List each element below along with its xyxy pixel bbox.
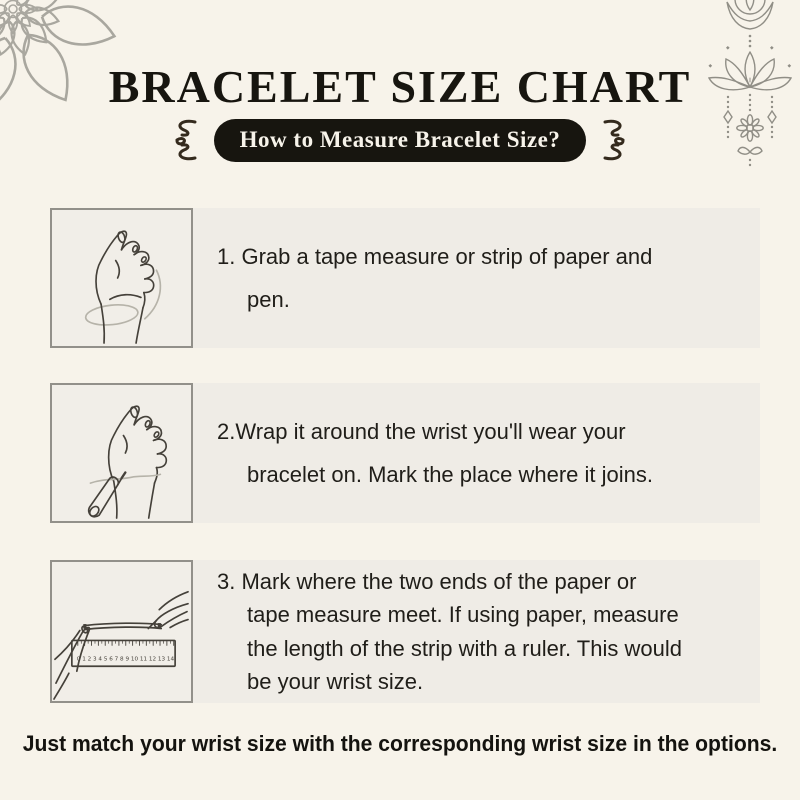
step-line: 3. Mark where the two ends of the paper or (217, 568, 637, 594)
step-2-image-box (50, 383, 193, 523)
curly-flourish-right-icon (602, 118, 632, 162)
step-line: bracelet on. Mark the place where it joins. (247, 462, 653, 487)
step-1-image-box (50, 208, 193, 348)
step-line: be your wrist size. (247, 669, 424, 694)
step-2-text (217, 410, 754, 496)
step-line: 1. Grab a tape measure or strip of paper and (217, 244, 653, 269)
footer-note: Just match your wrist size with the corresponding wrist size in the options. (22, 731, 778, 756)
ruler-numbers: 0 1 2 3 4 5 6 7 8 9 10 11 12 13 14 (76, 656, 175, 663)
subtitle-row (0, 116, 800, 164)
step-3-image-box (50, 560, 193, 703)
pen-marking-wrist-illustration (52, 385, 191, 521)
step-3-row (50, 560, 760, 703)
step-line: 2.Wrap it around the wrist you'll wear your (217, 419, 626, 444)
step-3-text (217, 565, 754, 699)
page-title: BRACELET SIZE CHART (108, 61, 692, 112)
step-1-text (217, 235, 754, 321)
subtitle-badge: How to Measure Bracelet Size? (214, 119, 587, 162)
step-2-row (50, 383, 760, 523)
step-line: the length of the strip with a ruler. This would (247, 635, 682, 661)
fist-with-bracelet-illustration (52, 210, 191, 346)
step-1-row (50, 208, 760, 348)
step-line: pen. (247, 287, 290, 312)
hands-with-ruler-illustration (52, 562, 191, 701)
curly-flourish-left-icon (168, 118, 198, 162)
step-line: tape measure meet. If using paper, measure (247, 602, 679, 627)
